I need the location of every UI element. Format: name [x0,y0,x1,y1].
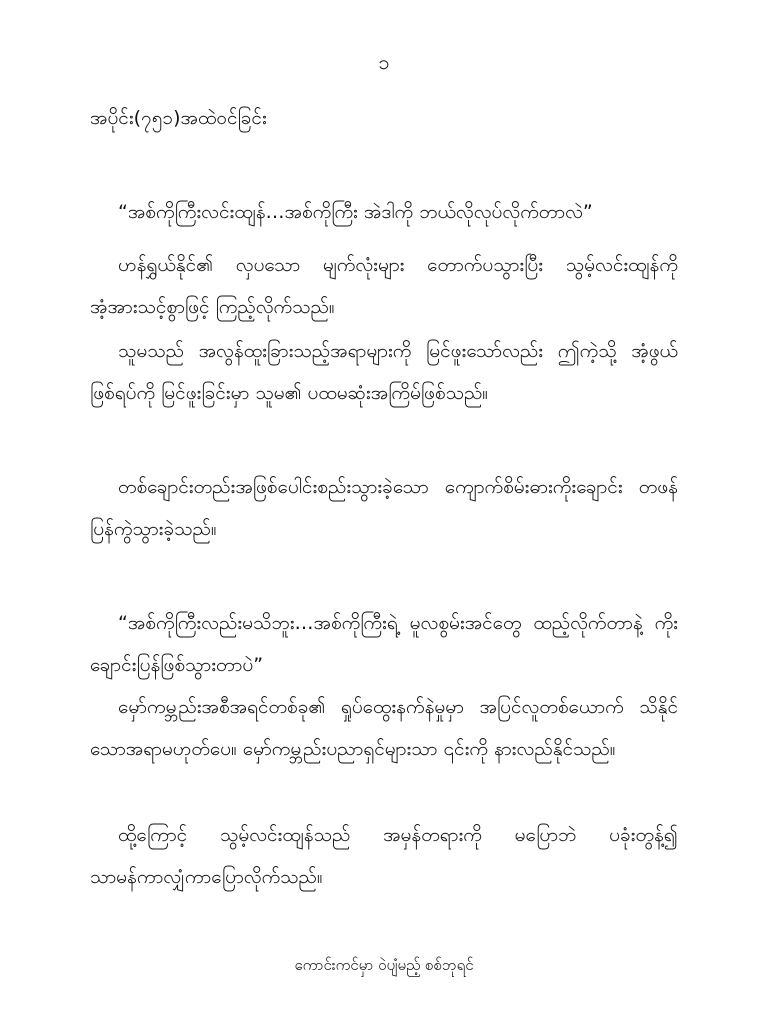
paragraph-2: ဟန်ရွှယ်နိုင်၏ လှပသော မျက်လုံးများ တောက်ပသွားပြီး သွမ့်လင်းထျန်ကို အံ့အားသင့်စွာဖြင့် ကြည့်လိုက်သည်။ [90,254,678,318]
paragraph-1: “အစ်ကိုကြီးလင်းထျန်…အစ်ကိုကြီး အဲဒါကို ဘယ်လိုလုပ်လိုက်တာလဲ” [118,201,593,223]
paragraph-5: “အစ်ကိုကြီးလည်းမသိဘူး…အစ်ကိုကြီးရဲ့ မူလစွမ်းအင်တွေ ထည့်လိုက်တာနဲ့ ကိုးချောင်းပြန်ဖြစ်သွားတာပဲ” [90,612,678,676]
page-number: ၁ [378,50,390,74]
paragraph-6: မှော်ကမ္ဘည်းအစီအရင်တစ်ခု၏ ရှုပ်ထွေးနက်နဲမှုမှာ အပြင်လူတစ်ယောက် သိနိုင်သောအရာမဟုတ်ပေ။ မှော်ကမ္ဘည်းပညာရှင်များသာ ၎င်းကို နားလည်နိုင်သည်။ [90,696,678,760]
paragraph-7: ထို့ကြောင့် သွမ့်လင်းထျန်သည် အမှန်တရားကို မပြောဘဲ ပခုံးတွန့်၍ သာမန်ကာလျှံကာပြောလိုက်သည်။ [90,824,678,888]
paragraph-3: သူမသည် အလွန်ထူးခြားသည့်အရာများကို မြင်ဖူးသော်လည်း ဤကဲ့သို့ အံ့ဖွယ်ဖြစ်ရပ်ကို မြင်ဖူးခြင်းမှာ သူမ၏ ပထမဆုံးအကြိမ်ဖြစ်သည်။ [90,340,678,404]
page-footer: ကောင်းကင်မှာ ဝဲပျံမည့် စစ်ဘုရင် [294,956,474,974]
chapter-title: အပိုင်း(၇၅၁)အထဲဝင်ခြင်း [90,107,267,129]
paragraph-4: တစ်ချောင်းတည်းအဖြစ်ပေါင်းစည်းသွားခဲ့သော ကျောက်စိမ်းဓားကိုးချောင်း တဖန်ပြန်ကွဲသွားခဲ့သည်။ [90,476,678,540]
